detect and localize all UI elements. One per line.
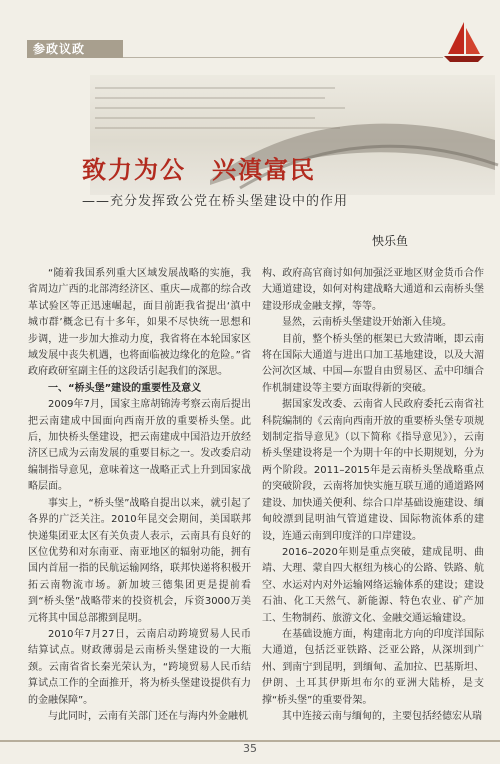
paragraph: 2016–2020年则是重点突破，建成昆明、曲靖、大理、蒙自四大枢纽为核心的公路、铁路、航空、水运对内对外运输网络运输体系的建设；建设石油、化工天然气、新能源、特色农业、矿产加工、生物制药、旅游文化、金融交通运输建设。 bbox=[262, 546, 484, 624]
paragraph: 在基础设施方面，构建南北方向的印度洋国际大通道，包括泛亚铁路、泛亚公路，从深圳到广州、到南宁到昆明，到缅甸、孟加拉、巴基斯坦、伊朗、土耳其伊斯坦布尔的亚洲大陆桥，是支撑“桥头堡”的重要骨架。 bbox=[262, 628, 484, 706]
paragraph: 据国家发改委、云南省人民政府委托云南省社科院编制的《云南向西南开放的重要桥头堡专项规划制定指导意见》（以下简称《指导意见》），云南桥头堡建设将是一个为期十年的中长期规划，分为两个阶段。2011–2015年是云南桥头堡战略重点的突破阶段，云南将加快实施互联互通的通道路网建设、加快通关便利、综合口岸基础设施建设、缅甸皎漂到昆明油气管道建设、国际物流体系的建设，连通云南到印度洋的口岸建设。 bbox=[262, 399, 484, 542]
page-number: 35 bbox=[243, 742, 257, 755]
paragraph: 与此同时，云南有关部门还在与海内外金融机 bbox=[48, 710, 248, 722]
paragraph: “随着我国系列重大区域发展战略的实施，我省周边广西的北部湾经济区、重庆—成都的综合改革试验区等正迅速崛起，面目前距我省提出‘滇中城市群’概念已有十多年，如果不尽快统一思想和步调，进一步加大推动力度，我省将在本轮国家区域发展中丧失机遇，也将面临被边缘化的危险。”省政府政研室副主任的这段话引起我们的深思。 bbox=[28, 268, 251, 378]
article-author: 怏乐鱼 bbox=[372, 234, 409, 248]
section-heading: 一、“桥头堡”建设的重要性及意义 bbox=[48, 382, 202, 394]
article-title: 致力为公 兴滇富民 bbox=[82, 155, 316, 184]
left-column bbox=[28, 266, 251, 725]
paragraph: 目前，整个桥头堡的框架已大致清晰，即云南将在国际大通道与进出口加工基地建设，以及大湄公河次区域、中国—东盟自由贸易区、孟中印缅合作机制建设等主要方面取得新的突破。 bbox=[262, 333, 484, 394]
paragraph: 构、政府高官商讨如何加强泛亚地区财金货币合作大通道建设，如何对构建战略大通道和云南桥头堡建设形成金融支撑，等等。 bbox=[262, 268, 484, 312]
paragraph: 显然，云南桥头堡建设开始渐入佳境。 bbox=[282, 317, 452, 329]
paragraph: 2010年7月27日，云南启动跨境贸易人民币结算试点。财政薄弱是云南桥头堡建设的一大瓶颈。云南省省长秦光荣认为，“跨境贸易人民币结算试点工作的全面推开，将为桥头堡建设提供有力的金融保障”。 bbox=[28, 628, 251, 706]
paragraph: 2009年7月，国家主席胡锦涛考察云南后提出把云南建成中国面向西南开放的重要桥头堡。此后，加快桥头堡建设，把云南建成中国沿边开放经济区已成为云南发展的重要目标之一。发改委启动编制指导意见，意味着这一战略正式上升到国家战略层面。 bbox=[28, 399, 251, 493]
section-label: 参政议政 bbox=[33, 42, 86, 56]
paragraph: 事实上，“桥头堡”战略自提出以来，就引起了各界的广泛关注。2010年昆交会期间，美国联邦快递集团亚太区有关负责人表示，云南具有良好的区位优势和对东南亚、南亚地区的辐射功能，拥有国内首屈一指的民航运输网络，联邦快递将积极开拓云南物流市场。新加坡三德集团更是提前看到“桥头堡”战略带来的投资机会，斥资3000万美元将其中国总部搬到昆明。 bbox=[28, 497, 251, 624]
header-rule bbox=[123, 57, 443, 58]
right-column bbox=[262, 266, 484, 725]
sailboat-logo bbox=[440, 20, 488, 66]
article-subtitle: ——充分发挥致公党在桥头堡建设中的作用 bbox=[82, 194, 349, 209]
paragraph: 其中连接云南与缅甸的，主要包括经德宏从瑞 bbox=[282, 710, 482, 722]
